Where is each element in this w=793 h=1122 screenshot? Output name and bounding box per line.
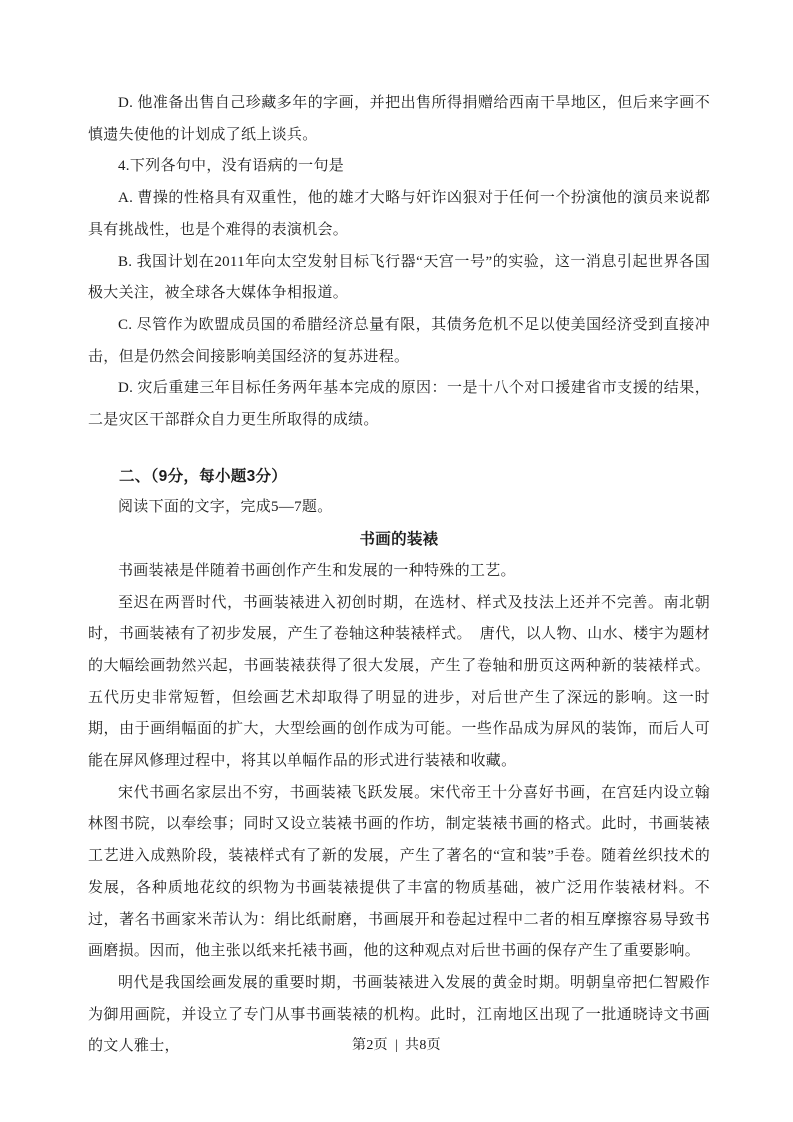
question4-option-a: A. 曹操的性格具有双重性，他的雄才大略与奸诈凶狠对于任何一个扮演他的演员来说都具有挑战性，也是个难得的表演机会。 bbox=[88, 190, 710, 238]
section-two-heading: 二、（9分，每小题3分） bbox=[119, 467, 288, 485]
page-number: 第2页 bbox=[352, 1038, 388, 1053]
question4-option-d: D. 灾后重建三年目标任务两年基本完成的原因：一是十八个对口援建省市支援的结果，二是灾区干部群众自力更生所取得的成绩。 bbox=[88, 380, 710, 429]
essay-paragraph-1: 书画装裱是伴随着书画创作产生和发展的一种特殊的工艺。 bbox=[118, 562, 516, 579]
page-total: 共8页 bbox=[405, 1038, 441, 1053]
essay-paragraph-4: 明代是我国绘画发展的重要时期，书画装裱进入发展的黄金时期。明朝皇帝把仁智殿作为御用画院，并设立了专门从事书画装裱的机构。此时，江南地区出现了一批通晓诗文书画的文人雅士， bbox=[88, 974, 710, 1055]
question3-option-d: D. 他准备出售自己珍藏多年的字画，并把出售所得捐赠给西南干旱地区，但后来字画不慎遗失使他的计划成了纸上谈兵。 bbox=[88, 95, 710, 143]
reading-instruction: 阅读下面的文字，完成5—7题。 bbox=[118, 499, 333, 516]
essay-title: 书画的装裱 bbox=[359, 531, 439, 549]
question4-option-c: C. 尽管作为欧盟成员国的希腊经济总量有限，其债务危机不足以使美国经济受到直接冲击，但是仍然会间接影响美国经济的复苏进程。 bbox=[88, 316, 710, 365]
page-footer bbox=[0, 1034, 793, 1054]
essay-paragraph-2: 至迟在两晋时代，书画装裱进入初创时期，在选材、样式及技法上还并不完善。南北朝时，书画装裱有了初步发展，产生了卷轴这种装裱样式。 唐代，以人物、山水、楼宇为题材的大幅绘画勃然兴起，书画装裱获得了很大发展，产生了卷轴和册页这两种新的装裱样式。五代历史非常短暂，但绘画艺术却取得了明显的进步，对后世产生了深远的影响。这一时期，由于画绢幅面的扩大，大型绘画的创作成为可能。一些作品成为屏风的装饰，而后人可能在屏风修理过程中，将其以单幅作品的形式进行装裱和收藏。 bbox=[88, 594, 710, 770]
footer-separator: | bbox=[394, 1038, 399, 1053]
page-body bbox=[88, 88, 710, 1063]
question4-stem: 4.下列各句中，没有语病的一句是 bbox=[118, 158, 345, 175]
question4-option-b: B. 我国计划在2011年向太空发射目标飞行器“天宫一号”的实验，这一消息引起世界各国极大关注，被全球各大媒体争相报道。 bbox=[88, 253, 710, 302]
essay-paragraph-3: 宋代书画名家层出不穷，书画装裱飞跃发展。宋代帝王十分喜好书画，在宫廷内设立翰林图书院，以奉绘事；同时又设立装裱书画的作坊，制定装裱书画的格式。此时，书画装裱工艺进入成熟阶段，装裱样式有了新的发展，产生了著名的“宣和装”手卷。随着丝织技术的发展，各种质地花纹的织物为书画装裱提供了丰富的物质基础，被广泛用作装裱材料。不过，著名书画家米芾认为：绢比纸耐磨，书画展开和卷起过程中二者的相互摩擦容易导致书画磨损。因而，他主张以纸来托裱书画，他的这种观点对后世书画的保存产生了重要影响。 bbox=[88, 784, 710, 960]
